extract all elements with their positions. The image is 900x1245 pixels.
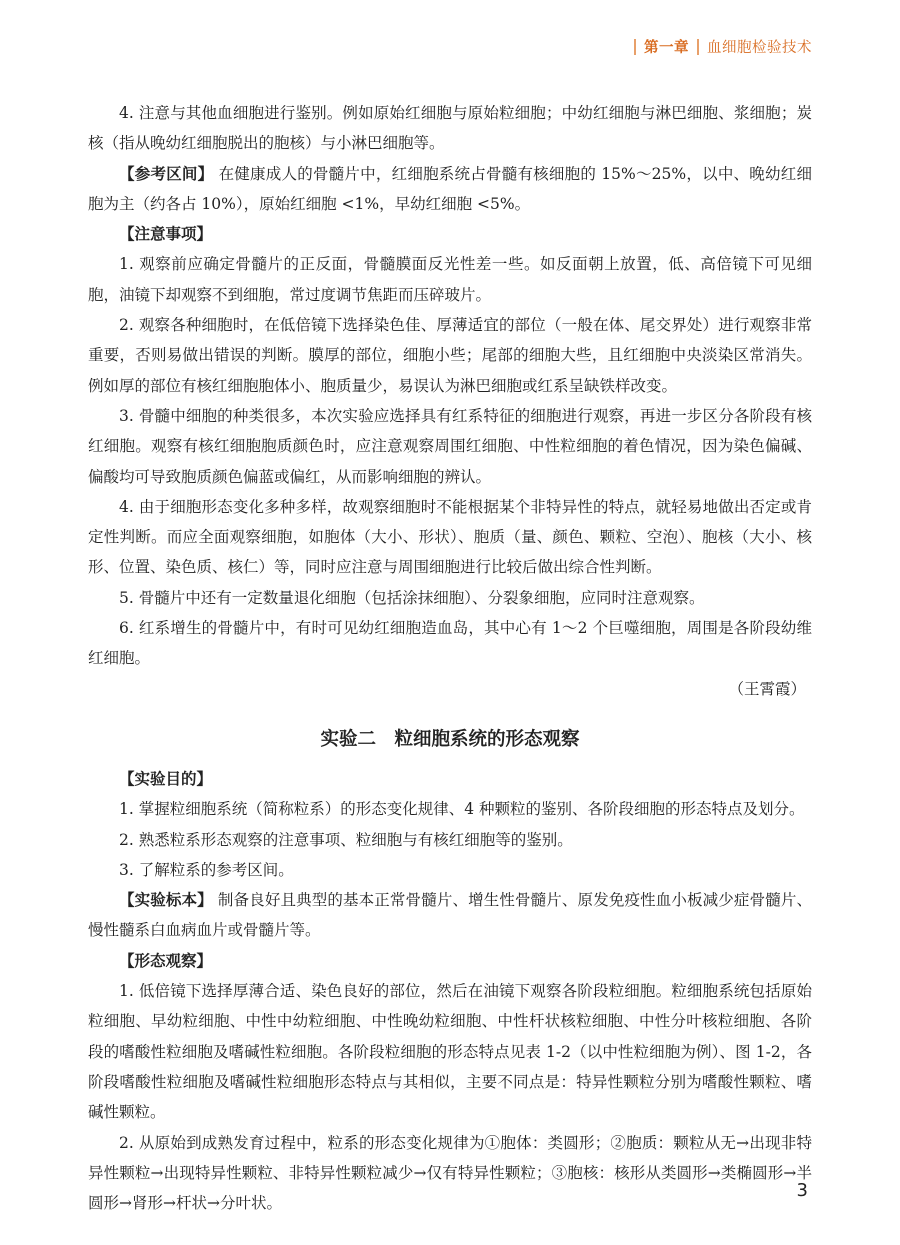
- specimen-text: 制备良好且典型的基本正常骨髓片、增生性骨髓片、原发免疫性血小板减少症骨髓片、慢性髓系白血病血片或骨髓片等。: [88, 891, 812, 940]
- specimen-label: 【实验标本】: [119, 891, 213, 910]
- running-header: [626, 36, 812, 57]
- header-chapter: 第一章: [644, 40, 689, 56]
- purpose-label: 【实验目的】: [119, 769, 213, 788]
- section-title: 实验二 粒细胞系统的形态观察: [320, 728, 580, 750]
- section-label-reference: 【参考区间】: [119, 164, 214, 183]
- page-number: 3: [796, 1180, 808, 1201]
- header-title: 血细胞检验技术: [707, 40, 812, 56]
- notes-label: 【注意事项】: [119, 225, 213, 244]
- section-label-notes: [88, 219, 812, 249]
- header-divider: [634, 39, 636, 55]
- header-divider: [697, 39, 699, 55]
- section-label-morphology: [88, 946, 812, 976]
- morphology-item: 2. 从原始到成熟发育过程中，粒系的形态变化规律为①胞体：类圆形；②胞质：颗粒从无→出现非特异性颗粒→出现特异性颗粒、非特异性颗粒减少→仅有特异性颗粒；③胞核：核形从类圆形→类椭圆形→半圆形→肾形→杆状→分叶状。: [88, 1133, 812, 1213]
- note-item: 2. 观察各种细胞时，在低倍镜下选择染色佳、厚薄适宜的部位（一般在体、尾交界处）进行观察非常重要，否则易做出错误的判断。膜厚的部位，细胞小些；尾部的细胞大些，且红细胞中央淡染区常消失。例如厚的部位有核红细胞胞体小、胞质量少，易误认为淋巴细胞或红系呈缺铁样改变。: [88, 316, 812, 395]
- reference-interval-paragraph: [88, 159, 812, 220]
- morphology-label: 【形态观察】: [119, 951, 213, 970]
- section-label-purpose: [88, 764, 812, 794]
- paragraph: 4. 注意与其他血细胞进行鉴别。例如原始红细胞与原始粒细胞；中幼红细胞与淋巴细胞、浆细胞；炭核（指从晚幼红细胞脱出的胞核）与小淋巴细胞等。: [88, 104, 812, 153]
- note-item: 1. 观察前应确定骨髓片的正反面，骨髓膜面反光性差一些。如反面朝上放置，低、高倍镜下可见细胞，油镜下却观察不到细胞，常过度调节焦距而压碎玻片。: [88, 255, 813, 304]
- note-item: 3. 骨髓中细胞的种类很多，本次实验应选择具有红系特征的细胞进行观察，再进一步区分各阶段有核红细胞。观察有核红细胞胞质颜色时，应注意观察周围红细胞、中性粒细胞的着色情况，因为染色偏碱、偏酸均可导致胞质颜色偏蓝或偏红，从而影响细胞的辨认。: [88, 406, 812, 486]
- note-item: 4. 由于细胞形态变化多种多样，故观察细胞时不能根据某个非特异性的特点，就轻易地做出否定或肯定性判断。而应全面观察细胞，如胞体（大小、形状）、胞质（量、颜色、颗粒、空泡）、胞核（大小、核形、位置、染色质、核仁）等，同时应注意与周围细胞进行比较后做出综合性判断。: [88, 497, 812, 577]
- purpose-item: 1. 掌握粒细胞系统（简称粒系）的形态变化规律、4 种颗粒的鉴别、各阶段细胞的形态特点及划分。: [119, 800, 805, 819]
- note-item: 6. 红系增生的骨髓片中，有时可见幼红细胞造血岛，其中心有 1～2 个巨噬细胞，周围是各阶段幼维红细胞。: [88, 619, 812, 668]
- purpose-item: 2. 熟悉粒系形态观察的注意事项、粒细胞与有核红细胞等的鉴别。: [119, 830, 573, 849]
- specimen-paragraph: [88, 885, 812, 946]
- morphology-item: 1. 低倍镜下选择厚薄合适、染色良好的部位，然后在油镜下观察各阶段粒细胞。粒细胞系统包括原始粒细胞、早幼粒细胞、中性中幼粒细胞、中性晚幼粒细胞、中性杆状核粒细胞、中性分叶核粒细胞、各阶段的嗜酸性粒细胞及嗜碱性粒细胞。各阶段粒细胞的形态特点见表 1-2（以中性粒细胞为例）、图 1-2，各阶段嗜酸性粒细胞及嗜碱性粒细胞形态特点与其相似，主要不同点是：特异性颗粒分别为嗜酸性颗粒、嗜碱性颗粒。: [88, 982, 812, 1122]
- page-body: [88, 98, 812, 1218]
- reference-text: 在健康成人的骨髓片中，红细胞系统占骨髓有核细胞的 15%～25%，以中、晚幼红细胞为主（约各占 10%），原始红细胞 <1%，早幼红细胞 <5%。: [88, 164, 812, 213]
- purpose-item: 3. 了解粒系的参考区间。: [119, 860, 294, 879]
- author-credit: （王霄霞）: [728, 679, 806, 698]
- note-item: 5. 骨髓片中还有一定数量退化细胞（包括涂抹细胞）、分裂象细胞，应同时注意观察。: [119, 588, 705, 607]
